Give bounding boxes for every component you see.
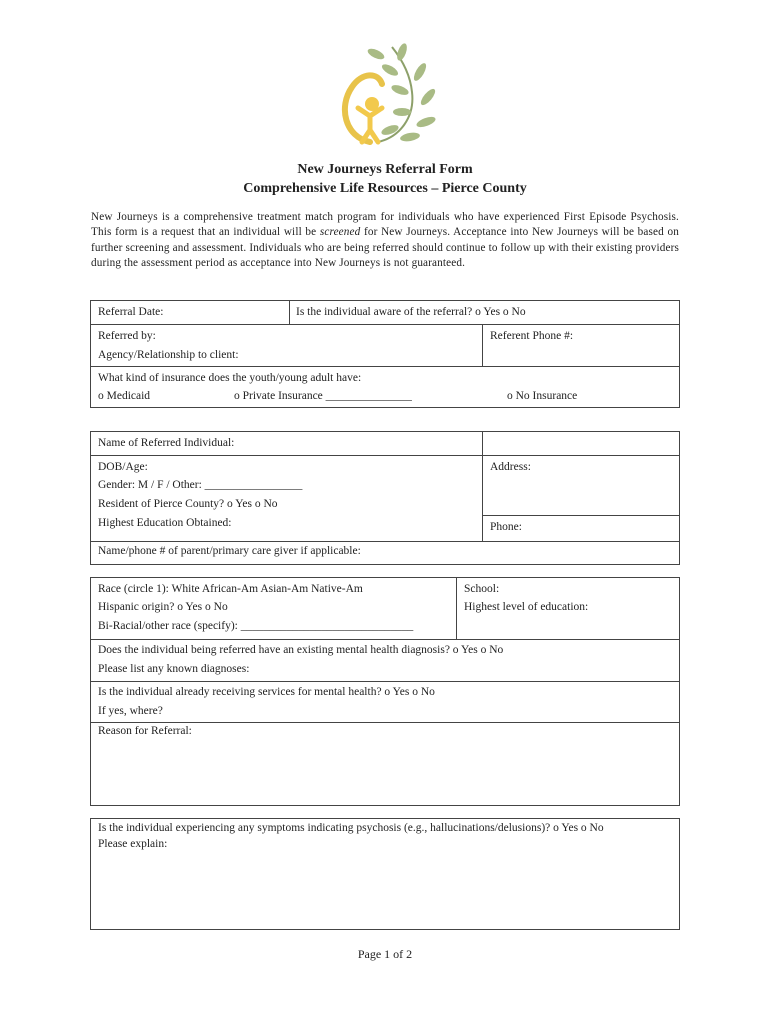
form-subtitle: Comprehensive Life Resources – Pierce County	[243, 181, 527, 196]
organization-logo	[330, 42, 440, 154]
referred-by-field[interactable]: Referred by:	[98, 330, 156, 342]
biracial-field[interactable]: Bi-Racial/other race (specify): ______________________________	[98, 620, 414, 632]
insurance-question: What kind of insurance does the youth/young adult have:	[98, 372, 362, 384]
agency-relationship-field[interactable]: Agency/Relationship to client:	[98, 349, 239, 361]
page-number: Page 1 of 2	[357, 947, 413, 961]
psychosis-section	[90, 818, 680, 930]
highest-education-field[interactable]: Highest Education Obtained:	[98, 517, 232, 529]
reason-for-referral-field[interactable]: Reason for Referral:	[98, 725, 192, 737]
insurance-private-option[interactable]: o Private Insurance _______________	[234, 390, 412, 402]
parent-caregiver-field[interactable]: Name/phone # of parent/primary care giver if applicable:	[98, 545, 361, 557]
intro-paragraph: New Journeys is a comprehensive treatment match program for individuals who have experienced First Episode Psychosis. This form is a request that an individual will be screened for New Journeys. Acceptance into New Journeys will be based on further screening and assessment. Individuals who are being referred should continue to follow up with their existing providers during the assessment period as acceptance into New Journeys is not guaranteed.	[91, 211, 679, 270]
aware-of-referral-question[interactable]: Is the individual aware of the referral? o Yes o No	[296, 306, 526, 318]
services-where-field[interactable]: If yes, where?	[98, 705, 163, 717]
phone-field[interactable]: Phone:	[490, 521, 522, 533]
highest-level-education-field[interactable]: Highest level of education:	[464, 601, 589, 613]
race-field[interactable]: Race (circle 1): White African-Am Asian-Am Native-Am	[98, 583, 363, 595]
referent-phone-field[interactable]: Referent Phone #:	[490, 330, 574, 342]
psychosis-explain-field[interactable]: Please explain:	[98, 838, 168, 850]
dob-age-field[interactable]: DOB/Age:	[98, 461, 148, 473]
form-title: New Journeys Referral Form	[297, 162, 473, 177]
address-field[interactable]: Address:	[490, 461, 531, 473]
known-diagnoses-field[interactable]: Please list any known diagnoses:	[98, 663, 250, 675]
gender-field[interactable]: Gender: M / F / Other: _________________	[98, 479, 303, 491]
insurance-medicaid-option[interactable]: o Medicaid	[98, 390, 151, 402]
pierce-county-resident-question[interactable]: Resident of Pierce County? o Yes o No	[98, 498, 278, 510]
insurance-none-option[interactable]: o No Insurance	[507, 390, 578, 402]
psychosis-symptoms-question[interactable]: Is the individual experiencing any symptoms indicating psychosis (e.g., hallucinations/delusions)? o Yes o No	[98, 822, 604, 834]
referral-date-field[interactable]: Referral Date:	[98, 306, 164, 318]
hispanic-origin-question[interactable]: Hispanic origin? o Yes o No	[98, 601, 228, 613]
school-field[interactable]: School:	[464, 583, 500, 595]
receiving-services-question[interactable]: Is the individual already receiving services for mental health? o Yes o No	[98, 686, 435, 698]
referred-individual-name-field[interactable]: Name of Referred Individual:	[98, 437, 235, 449]
mental-health-diagnosis-question[interactable]: Does the individual being referred have an existing mental health diagnosis? o Yes o No	[98, 644, 504, 656]
